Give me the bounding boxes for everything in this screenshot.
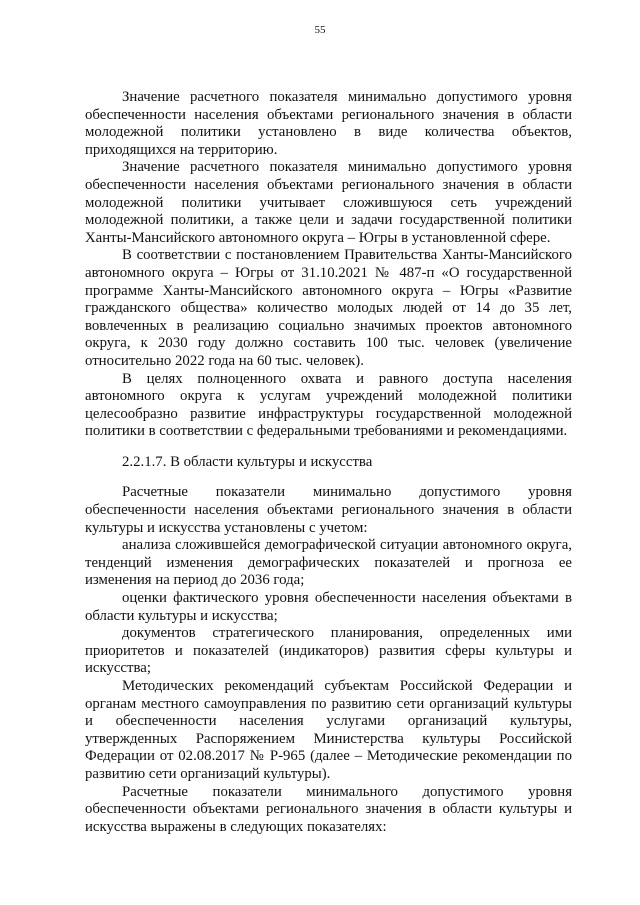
page-number: 55	[314, 24, 326, 36]
paragraph: В целях полноценного охвата и равного доступа населения автономного округа к услугам учреждений молодежной политики целесообразно развитие инфраструктуры государственной молодежной политики в соответствии с федеральными требованиями и рекомендациями.	[85, 370, 572, 440]
paragraph: Значение расчетного показателя минимально допустимого уровня обеспеченности населения объектами регионального значения в области молодежной политики учитывает сложившуюся сеть учреждений молодежной политики, а также цели и задачи государственной политики Ханты-Мансийского автономного округа – Югры в установленной сфере.	[85, 159, 572, 246]
list-item: документов стратегического планирования, определенных ими приоритетов и показателей (индикаторов) развития сферы культуры и искусства;	[85, 625, 572, 677]
paragraph: В соответствии с постановлением Правительства Ханты-Мансийского автономного округа – Югры от 31.10.2021 № 487-п «О государственной программе Ханты-Мансийского автономного округа – Югры «Развитие гражданского общества» количество молодых людей от 14 до 35 лет, вовлеченных в реализацию социально значимых проектов автономного округа, к 2030 году должно составить 100 тыс. человек (увеличение относительно 2022 года на 60 тыс. человек).	[85, 247, 572, 369]
document-body	[85, 89, 572, 836]
paragraph: Расчетные показатели минимального допустимого уровня обеспеченности объектами регионального значения в области культуры и искусства выражены в следующих показателях:	[85, 783, 572, 835]
paragraph: Расчетные показатели минимально допустимого уровня обеспеченности населения объектами регионального значения в области культуры и искусства установлены с учетом:	[85, 484, 572, 536]
list-item: Методических рекомендаций субъектам Российской Федерации и органам местного самоуправления по развитию сети организаций культуры и обеспеченности населения услугами организаций культуры, утвержденных Распоряжением Министерства культуры Российской Федерации от 02.08.2017 № Р-965 (далее – Методические рекомендации по развитию сети организаций культуры).	[85, 678, 572, 782]
section-heading: 2.2.1.7. В области культуры и искусства	[122, 453, 373, 470]
list-item: анализа сложившейся демографической ситуации автономного округа, тенденций изменения демографических показателей и прогноза ее изменения на период до 2036 года;	[85, 537, 572, 589]
paragraph: Значение расчетного показателя минимально допустимого уровня обеспеченности населения объектами регионального значения в области молодежной политики установлено в виде количества объектов, приходящихся на территорию.	[85, 89, 572, 158]
list-item: оценки фактического уровня обеспеченности населения объектами в области культуры и искусства;	[85, 590, 572, 624]
